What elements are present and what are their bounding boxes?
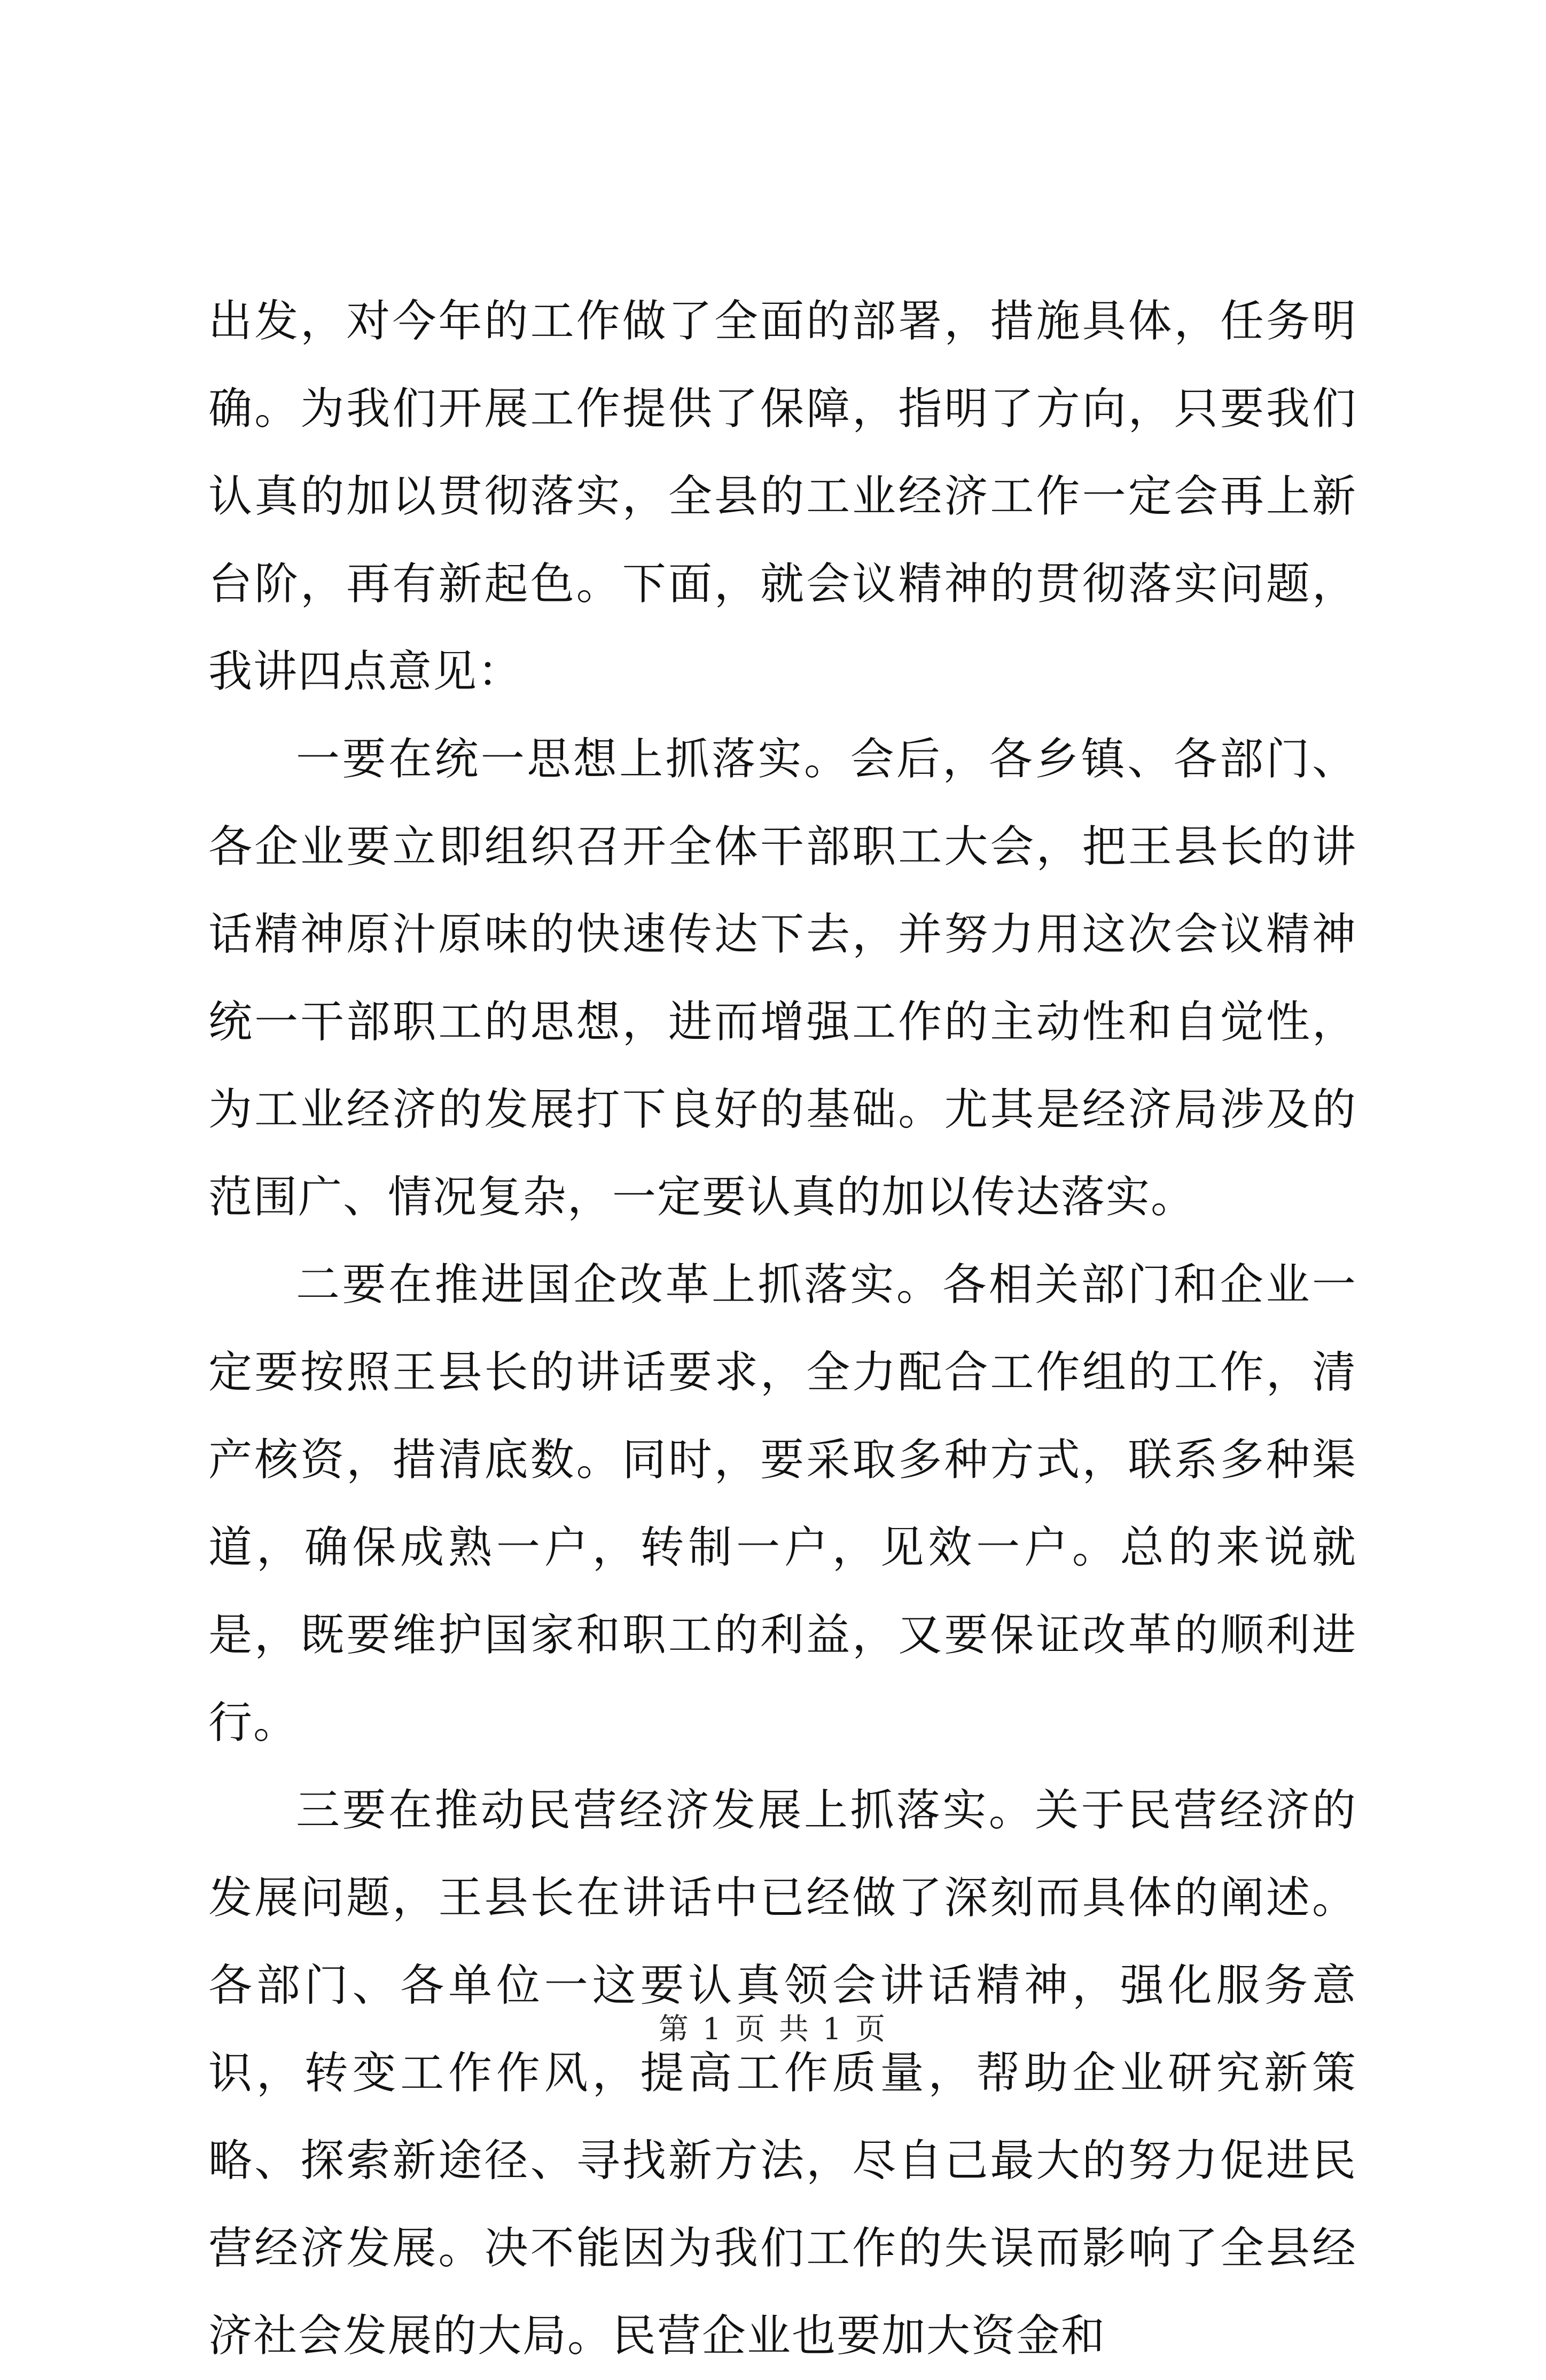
- paragraph-point-one: 一要在统一思想上抓落实。会后，各乡镇、各部门、各企业要立即组织召开全体干部职工大会，把王县长的讲话精神原汁原味的快速传达下去，并努力用这次会议精神统一干部职工的思想，进而增强工作的主动性和自觉性，为工业经济的发展打下良好的基础。尤其是经济局涉及的范围广、情况复杂，一定要认真的加以传达落实。: [208, 734, 1357, 1223]
- paragraph-point-two: 二要在推进国企改革上抓落实。各相关部门和企业一定要按照王县长的讲话要求，全力配合工作组的工作，清产核资，措清底数。同时，要采取多种方式，联系多种渠道，确保成熟一户，转制一户，见效一户。总的来说就是，既要维护国家和职工的利益，又要保证改革的顺利进行。: [208, 1259, 1357, 1748]
- paragraph-continuation: 出发，对今年的工作做了全面的部署，措施具体，任务明确。为我们开展工作提供了保障，指明了方向，只要我们认真的加以贯彻落实，全县的工业经济工作一定会再上新台阶，再有新起色。下面，就会议精神的贯彻落实问题，我讲四点意见：: [208, 296, 1357, 697]
- document-body: [208, 278, 1357, 2380]
- page-number-footer: 第 1 页 共 1 页: [658, 2012, 888, 2047]
- paragraph-point-three: 三要在推动民营经济发展上抓落实。关于民营经济的发展问题，王县长在讲话中已经做了深刻而具体的阐述。各部门、各单位一这要认真领会讲话精神，强化服务意识，转变工作作风，提高工作质量，帮助企业研究新策略、探索新途径、寻找新方法，尽自己最大的努力促进民营经济发展。决不能因为我们工作的失误而影响了全县经济社会发展的大局。民营企业也要加大资金和: [208, 1785, 1357, 2361]
